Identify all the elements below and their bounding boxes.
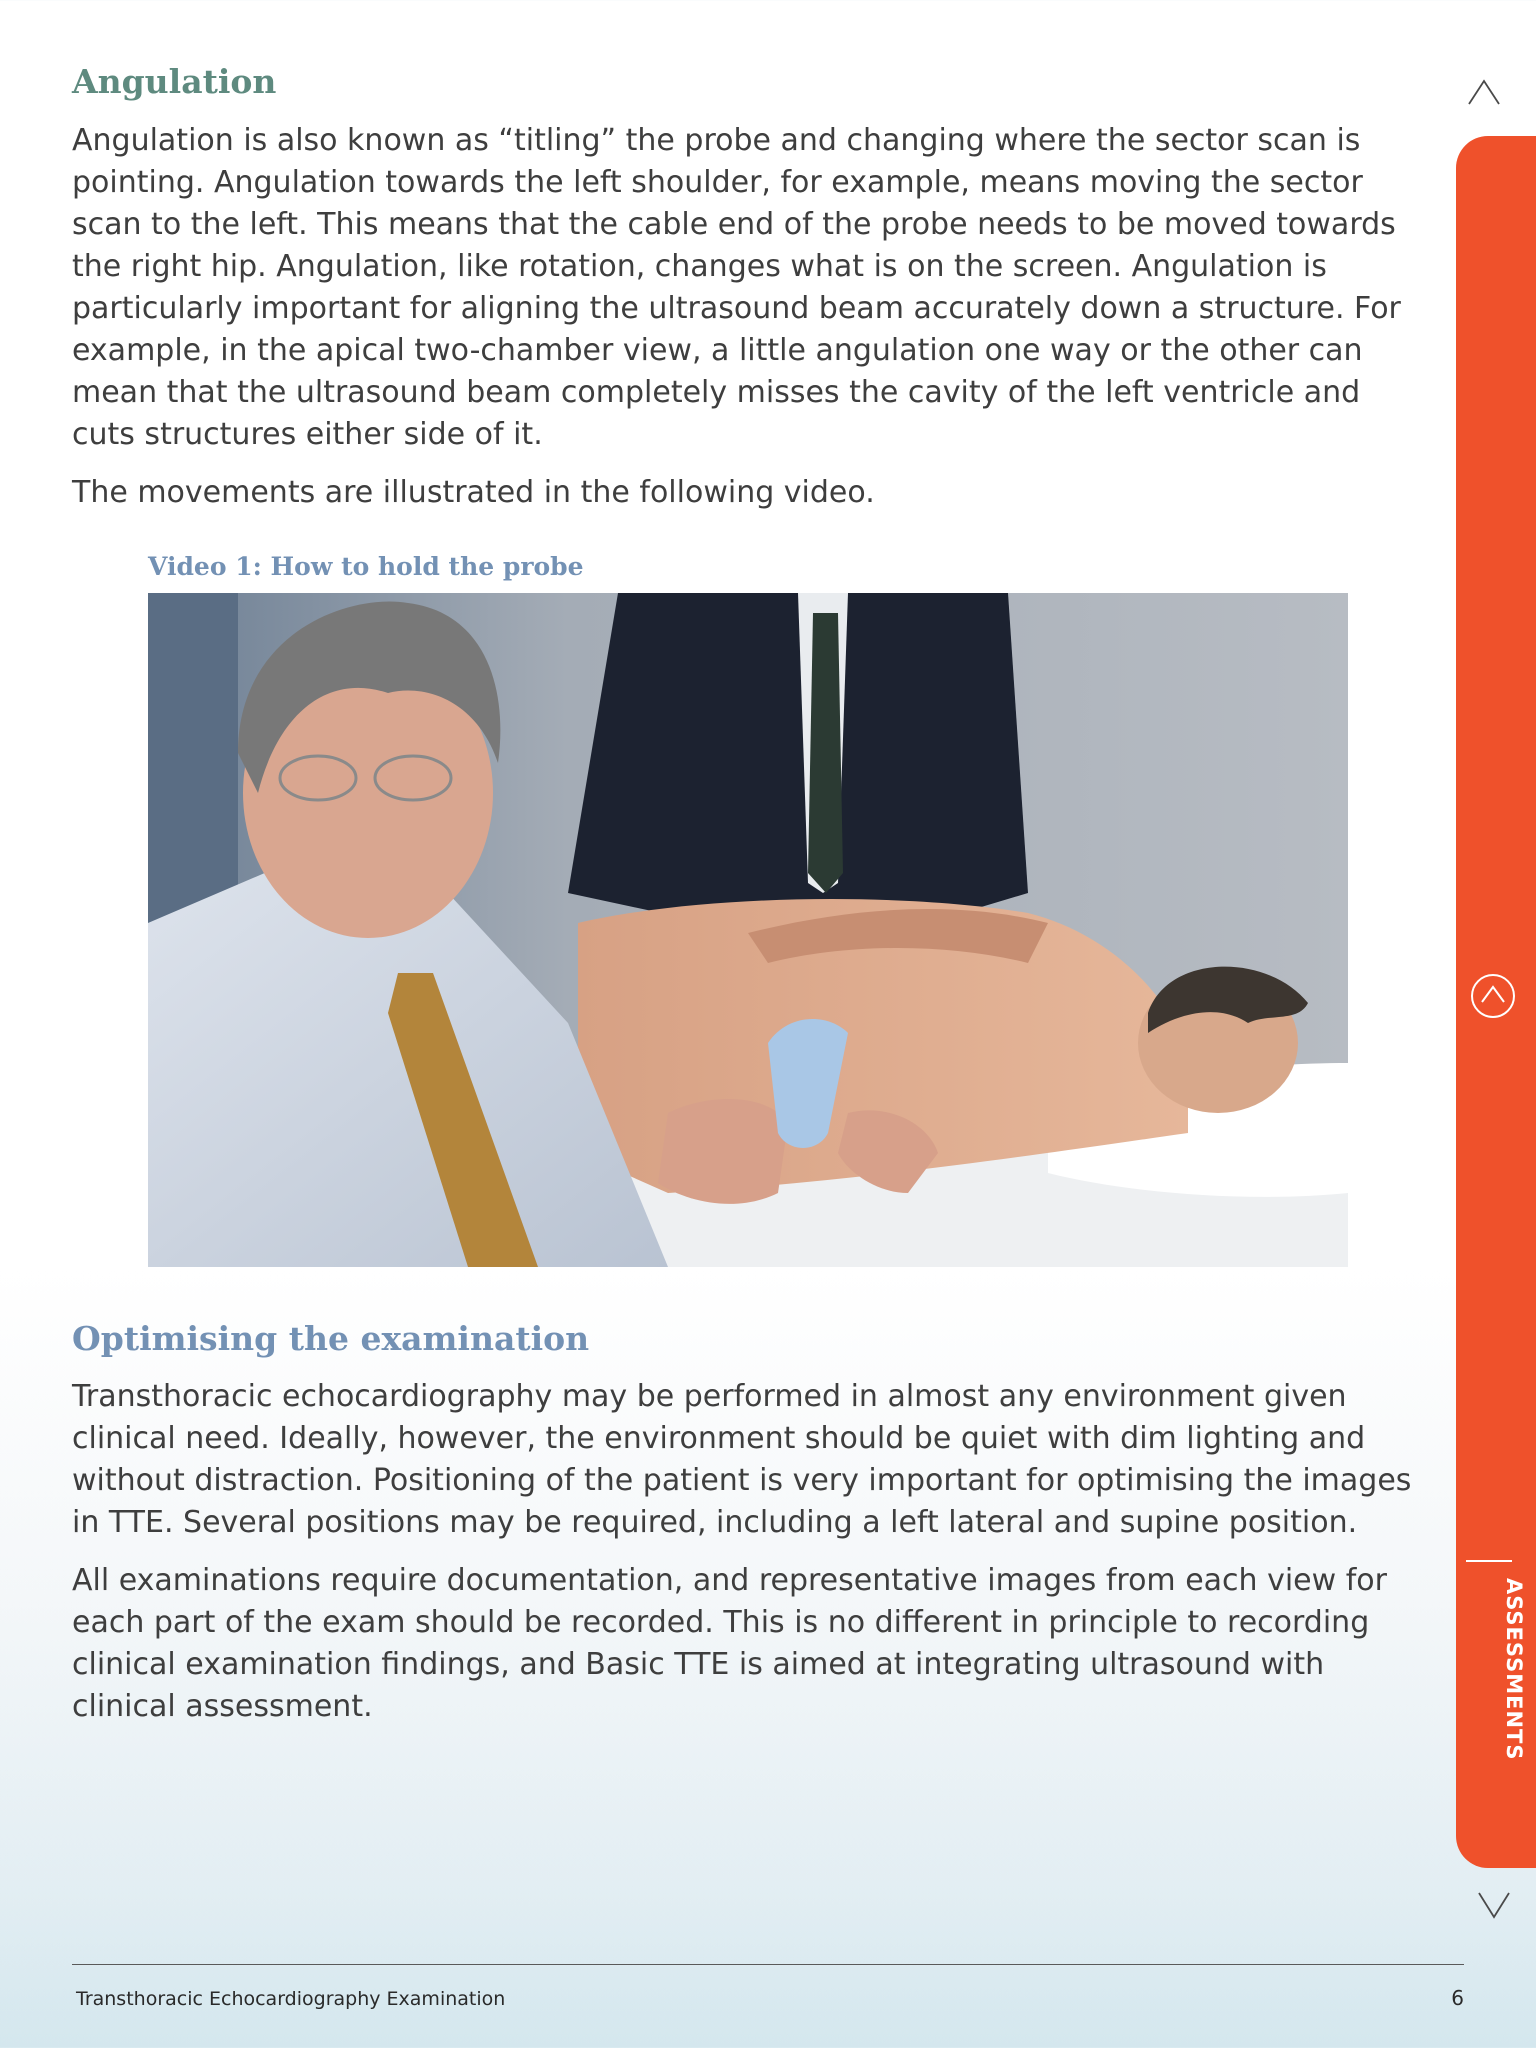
footer-document-title: Transthoracic Echocardiography Examination — [76, 1988, 506, 2010]
circle-chevron-up-icon[interactable] — [1470, 973, 1516, 1019]
angulation-heading: Angulation — [72, 62, 277, 101]
optimising-paragraph-2: All examinations require documentation, and representative images from each view for each part of the exam should be recorded. This is no different in principle to recording clinical examination findings, and Basic TTE is aimed at integrating ultrasound with clinical assessment. — [72, 1563, 1387, 1725]
video-player[interactable] — [148, 593, 1348, 1267]
footer-page-number: 6 — [1451, 1986, 1464, 2010]
chevron-down-icon[interactable] — [1476, 1890, 1512, 1920]
footer-divider — [72, 1964, 1464, 1965]
video-block — [148, 552, 1348, 1267]
tab-divider — [1466, 1560, 1512, 1562]
optimising-section — [72, 1319, 1422, 1729]
video-intro-paragraph: The movements are illustrated in the following video. — [72, 474, 875, 510]
main-content — [72, 62, 1422, 1744]
chevron-up-icon[interactable] — [1466, 78, 1502, 106]
video-caption: Video 1: How to hold the probe — [148, 551, 584, 581]
assessments-tab-label[interactable]: ASSESSMENTS — [1502, 1578, 1526, 1761]
video-still-image — [148, 593, 1348, 1267]
angulation-paragraph: Angulation is also known as “titling” the probe and changing where the sector scan is pointing. Angulation towards the left shoulder, for example, means moving the sector scan to the left. This means that the cable end of the probe needs to be moved towards the right hip. Angulation, like rotation, changes what is on the screen. Angulation is particularly important for aligning the ultrasound beam accurately down a structure. For example, in the apical two-chamber view, a little angulation one way or the other can mean that the ultrasound beam completely misses the cavity of the left ventricle and cuts structures either side of it. — [72, 122, 1401, 452]
optimising-paragraph-1: Transthoracic echocardiography may be performed in almost any environment given clinical need. Ideally, however, the environment should be quiet with dim lighting and without distraction. Positioning of the patient is very important for optimising the images in TTE. Several positions may be required, including a left lateral and supine position. — [72, 1379, 1412, 1541]
optimising-heading: Optimising the examination — [72, 1318, 590, 1358]
